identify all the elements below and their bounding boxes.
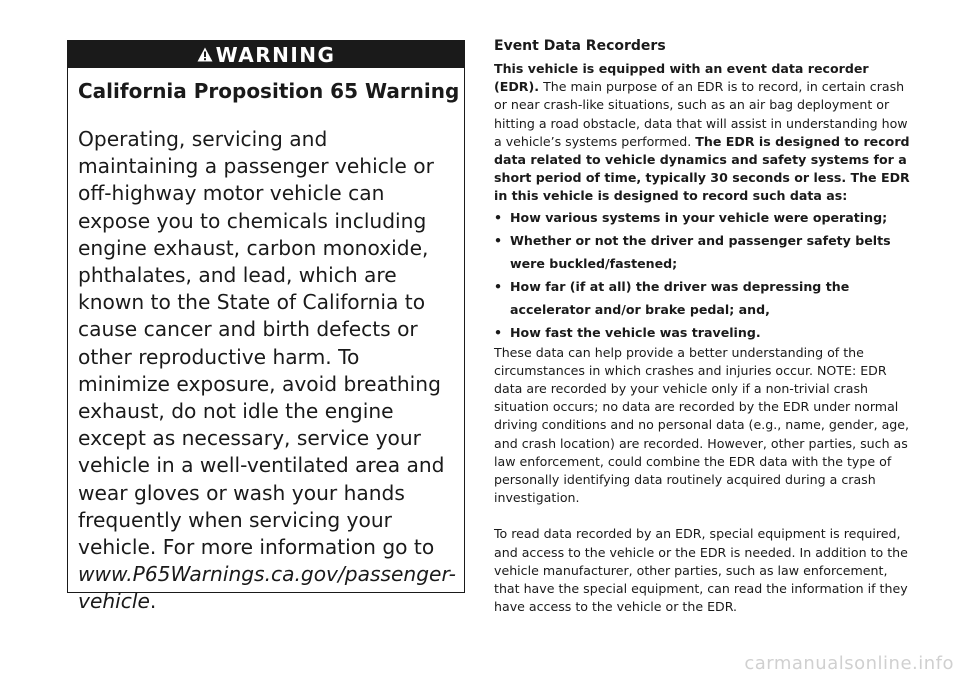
list-item: • How far (if at all) the driver was depressing the accelerator and/or brake pedal; and,: [494, 278, 850, 317]
list-item: • How fast the vehicle was traveling.: [494, 324, 761, 340]
warning-body: [78, 126, 454, 616]
warning-triangle-icon: [197, 47, 213, 62]
warning-header: [68, 41, 464, 68]
list-item-text: How far (if at all) the driver was depressing the accelerator and/or brake pedal; and,: [510, 278, 850, 317]
warning-title: California Proposition 65 Warning: [78, 79, 460, 103]
edr-intro-bold2: The EDR is designed to record data related to vehicle dynamics and safety systems for a short period of time, typically 30 seconds or less. The EDR in this vehicle is designed to record such data as:: [494, 133, 910, 204]
list-item-text: Whether or not the driver and passenger safety belts were buckled/fastened;: [510, 232, 891, 271]
list-item-text: How fast the vehicle was traveling.: [510, 324, 761, 340]
warning-label: WARNING: [215, 42, 336, 67]
warning-url: www.P65Warnings.ca.gov/passenger-vehicle: [78, 562, 456, 614]
edr-bullet-list: [494, 206, 912, 344]
edr-section: [494, 36, 912, 616]
watermark: carmanualsonline.info: [744, 653, 954, 674]
warning-box: [67, 40, 465, 614]
edr-intro: [494, 60, 912, 206]
list-item: • How various systems in your vehicle were operating;: [494, 209, 888, 225]
list-item: • Whether or not the driver and passenger safety belts were buckled/fastened;: [494, 232, 891, 271]
edr-intro-regular: The main purpose of an EDR is to record, in certain crash or near crash-like situations, such as an air bag deployment or hitting a road obstacle, data that will assist in understanding how a vehicle’s systems performed.: [494, 79, 908, 149]
warning-period: .: [149, 589, 157, 614]
list-item-text: How various systems in your vehicle were operating;: [510, 209, 888, 225]
warning-text: Operating, servicing and maintaining a passenger vehicle or off-highway motor vehicle can expose you to chemicals including engine exhaust, carbon monoxide, phthalates, and lead, which are known to the State of California to cause cancer and birth defects or other reproductive harm. To minimize exposure, avoid breathing exhaust, do not idle the engine except as necessary, service your vehicle in a well-ventilated area and wear gloves or wash your hands frequently when servicing your vehicle. For more information go to: [78, 127, 445, 560]
edr-paragraph-3: To read data recorded by an EDR, special equipment is required, and access to the vehicle or the EDR is needed. In addition to the vehicle manufacturer, other parties, such as law enforcement, that have the special equipment, can read the information if they have access to the vehicle or the EDR.: [494, 526, 908, 615]
edr-paragraph-2: These data can help provide a better understanding of the circumstances in which crashes and injuries occur. NOTE: EDR data are recorded by your vehicle only if a non-trivial crash situation occurs; no data are recorded by the EDR under normal driving conditions and no personal data (e.g., name, gender, age, and crash location) are recorded. However, other parties, such as law enforcement, could combine the EDR data with the type of personally identifying data routinely acquired during a crash investigation.: [494, 344, 910, 506]
edr-intro-bold: This vehicle is equipped with an event data recorder (EDR).: [494, 61, 869, 95]
edr-heading: Event Data Recorders: [494, 38, 666, 54]
